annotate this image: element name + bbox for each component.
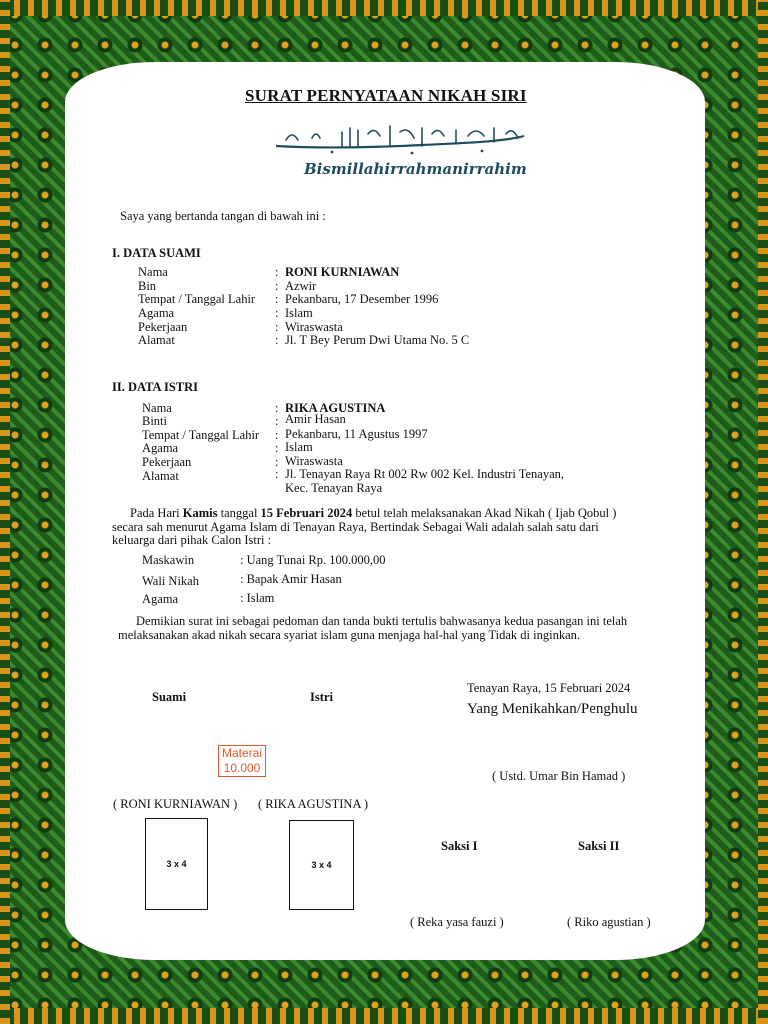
maskawin-value: : Uang Tunai Rp. 100.000,00: [240, 553, 386, 567]
suami-label-nama: Nama: [138, 265, 168, 279]
suami-value-agama: Islam: [285, 306, 313, 320]
colon: :: [275, 279, 279, 293]
arabic-calligraphy-bismillah: [272, 118, 528, 158]
istri-label-pekerjaan: Pekerjaan: [142, 455, 192, 469]
istri-value-agama: Islam: [285, 440, 313, 454]
colon: :: [275, 306, 279, 320]
istri-value-alamat: Jl. Tenayan Raya Rt 002 Rw 002 Kel. Industri Tenayan,: [285, 467, 564, 481]
closing-line1: Demikian surat ini sebagai pedoman dan tanda bukti tertulis bahwasanya kedua pasangan ini telah: [136, 614, 628, 628]
materai-label: Materai: [221, 746, 262, 760]
akad-line2: secara sah menurut Agama Islam di Tenayan Raya, Bertindak Sebagai Wali adalah salah satu dari: [112, 520, 599, 534]
intro-text: Saya yang bertanda tangan di bawah ini :: [120, 209, 326, 223]
saksi2-label: Saksi II: [578, 839, 620, 853]
suami-signature-label: Suami: [152, 690, 187, 704]
suami-label-pekerjaan: Pekerjaan: [138, 320, 188, 334]
agama-value: : Islam: [240, 591, 275, 605]
bismillah-latin: Bismillahirrahmanirrahim: [304, 160, 527, 178]
istri-value-alamat-line2: Kec. Tenayan Raya: [285, 481, 383, 495]
istri-value-nama: RIKA AGUSTINA: [285, 401, 386, 415]
suami-value-alamat: Jl. T Bey Perum Dwi Utama No. 5 C: [285, 333, 470, 347]
colon: :: [275, 265, 279, 279]
suami-value-pekerjaan: Wiraswasta: [285, 320, 343, 334]
suami-value-ttl: Pekanbaru, 17 Desember 1996: [285, 292, 439, 306]
istri-label-nama: Nama: [142, 401, 172, 415]
suami-label-alamat: Alamat: [138, 333, 175, 347]
suami-signature-name: ( RONI KURNIAWAN ): [113, 797, 238, 811]
saksi1-name: ( Reka yasa fauzi ): [410, 915, 504, 929]
materai-stamp-box: [218, 745, 266, 777]
istri-label-binti: Binti: [142, 414, 168, 428]
istri-signature-label: Istri: [310, 690, 333, 704]
istri-value-pekerjaan: Wiraswasta: [285, 454, 343, 468]
colon: :: [275, 467, 279, 481]
photo-size-label: 3 x 4: [311, 860, 332, 870]
closing-line2: melaksanakan akad nikah secara syariat islam guna menjaga hal-hal yang Tidak di inginkan.: [118, 628, 581, 642]
akad-line1: Pada Hari Kamis tanggal 15 Februari 2024 betul telah melaksanakan Akad Nikah ( Ijab Qobul ): [130, 506, 617, 520]
istri-label-ttl: Tempat / Tanggal Lahir: [142, 428, 260, 442]
document-title: SURAT PERNYATAAN NIKAH SIRI: [245, 86, 527, 105]
suami-photo-placeholder: [145, 818, 208, 910]
akad-line3: keluarga dari pihak Calon Istri :: [112, 533, 272, 547]
suami-value-nama: RONI KURNIAWAN: [285, 265, 400, 279]
suami-label-agama: Agama: [138, 306, 175, 320]
agama-label: Agama: [142, 592, 179, 606]
istri-signature-name: ( RIKA AGUSTINA ): [258, 797, 369, 811]
istri-heading: II. DATA ISTRI: [112, 380, 199, 394]
istri-label-alamat: Alamat: [142, 469, 179, 483]
colon: :: [275, 292, 279, 306]
suami-label-ttl: Tempat / Tanggal Lahir: [138, 292, 256, 306]
colon: :: [275, 333, 279, 347]
wali-nikah-label: Wali Nikah: [142, 574, 199, 588]
photo-size-label: 3 x 4: [166, 859, 187, 869]
colon: :: [275, 428, 279, 442]
saksi1-label: Saksi I: [441, 839, 478, 853]
place-date: Tenayan Raya, 15 Februari 2024: [467, 681, 631, 695]
suami-label-bin: Bin: [138, 279, 157, 293]
istri-value-binti: Amir Hasan: [285, 412, 346, 426]
colon: :: [275, 441, 279, 455]
istri-value-ttl: Pekanbaru, 11 Agustus 1997: [285, 427, 428, 441]
maskawin-label: Maskawin: [142, 553, 195, 567]
suami-value-bin: Azwir: [285, 279, 317, 293]
penghulu-name: ( Ustd. Umar Bin Hamad ): [492, 769, 626, 783]
wali-nikah-value: : Bapak Amir Hasan: [240, 572, 342, 586]
saksi2-name: ( Riko agustian ): [567, 915, 651, 929]
istri-photo-placeholder: [289, 820, 354, 910]
colon: :: [275, 401, 279, 415]
colon: :: [275, 414, 279, 428]
colon: :: [275, 320, 279, 334]
penghulu-title: Yang Menikahkan/Penghulu: [467, 701, 638, 717]
suami-heading: I. DATA SUAMI: [112, 246, 201, 260]
istri-label-agama: Agama: [142, 441, 179, 455]
colon: :: [275, 455, 279, 469]
materai-value: 10.000: [223, 761, 261, 775]
